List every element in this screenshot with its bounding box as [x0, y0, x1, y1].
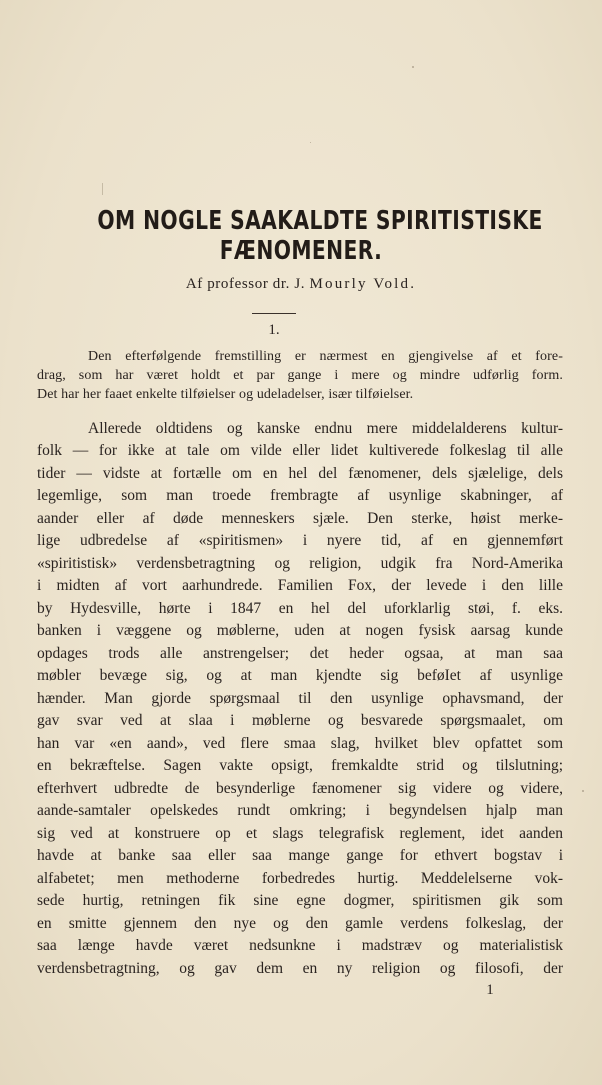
body-line: verdensbetragtning, og gav dem en ny religion og filosofi, der — [37, 960, 563, 977]
article-title-line-2: FÆNOMENER. — [219, 236, 383, 266]
author-name: Mourly Vold. — [309, 276, 417, 292]
paper-speck — [310, 142, 311, 143]
body-line: by Hydesville, hørte i 1847 en hel del uforklarlig støi, f. eks. — [37, 600, 563, 617]
author-byline — [40, 276, 562, 293]
page-number: 1 — [486, 982, 494, 998]
body-line: aander eller af døde menneskers sjæle. Den sterke, høist merke- — [37, 510, 563, 527]
body-line: lige udbredelse af «spiritismen» i nyere tid, af en gjennemført — [37, 532, 563, 549]
intro-line: drag, som har været holdt et par gange i mere og mindre udførlig form. — [37, 368, 563, 383]
intro-line: Det har her faaet enkelte tilføielser og udeladelser, især tilføielser. — [37, 387, 414, 402]
body-line: sig ved at konstruere op et slags telegrafisk reglement, idet aanden — [37, 825, 563, 842]
body-line: saa længe havde været nedsunkne i madstræv og materialistisk — [37, 937, 563, 954]
author-prefix: Af professor dr. J. — [185, 276, 306, 292]
body-line: tider — vidste at fortælle om en hel del fænomener, dels sjælelige, dels — [37, 465, 563, 482]
body-line: «spiritistisk» verdensbetragtning og religion, udgik fra Nord-Amerika — [37, 555, 563, 572]
section-number: 1. — [268, 322, 280, 338]
section-rule — [252, 313, 296, 314]
body-line: han var «en aand», ved flere smaa slag, hvilket blev opfattet som — [37, 735, 563, 752]
body-line: en smitte gjennem den nye og den gamle verdens folkeslag, der — [37, 915, 563, 932]
paper-speck — [412, 66, 414, 68]
intro-line: Den efterfølgende fremstilling er nærmest en gjengivelse af et fore- — [88, 349, 563, 364]
body-line: møbler bevæge sig, og at man kjendte sig beføIet af usynlige — [37, 667, 563, 684]
body-line: banken i væggene og møblerne, uden at nogen fysisk aarsag kunde — [37, 622, 563, 639]
body-line: havde at banke saa eller saa mange gange for ethvert bogstav i — [37, 847, 563, 864]
body-line: sede hurtig, retningen fik sine egne dogmer, spiritismen gik som — [37, 892, 563, 909]
paper-speck — [582, 790, 584, 792]
body-line: opdages trods alle anstrengelser; det heder ogsaa, at man saa — [37, 645, 563, 662]
body-line: efterhvert udbredte de besynderlige fænomener sig videre og videre, — [37, 780, 563, 797]
margin-mark — [102, 183, 103, 195]
body-line: hænder. Man gjorde spørgsmaal til den usynlige ophavsmand, der — [37, 690, 563, 707]
body-line: en bekræftelse. Sagen vakte opsigt, fremkaldte strid og tilslutning; — [37, 757, 563, 774]
body-line: gav svar ved at slaa i møblerne og besvarede spørgsmaalet, om — [37, 712, 563, 729]
body-line: alfabetet; men methoderne forbedredes hurtig. Meddelelserne vok- — [37, 870, 563, 887]
article-title-line-1: OM NOGLE SAAKALDTE SPIRITISTISKE — [97, 206, 543, 236]
body-line: legemlige, som man troede frembragte af usynlige skabninger, af — [37, 487, 563, 504]
body-line: i midten af vort aarhundrede. Familien Fox, der levede i den lille — [37, 577, 563, 594]
body-line: aande-samtaler opelskedes rundt omkring; i begyndelsen hjalp man — [37, 802, 563, 819]
body-line: folk — for ikke at tale om vilde eller lidet kultiverede folkeslag til alle — [37, 442, 563, 459]
body-line: Allerede oldtidens og kanske endnu mere middelalderens kultur- — [88, 420, 563, 437]
